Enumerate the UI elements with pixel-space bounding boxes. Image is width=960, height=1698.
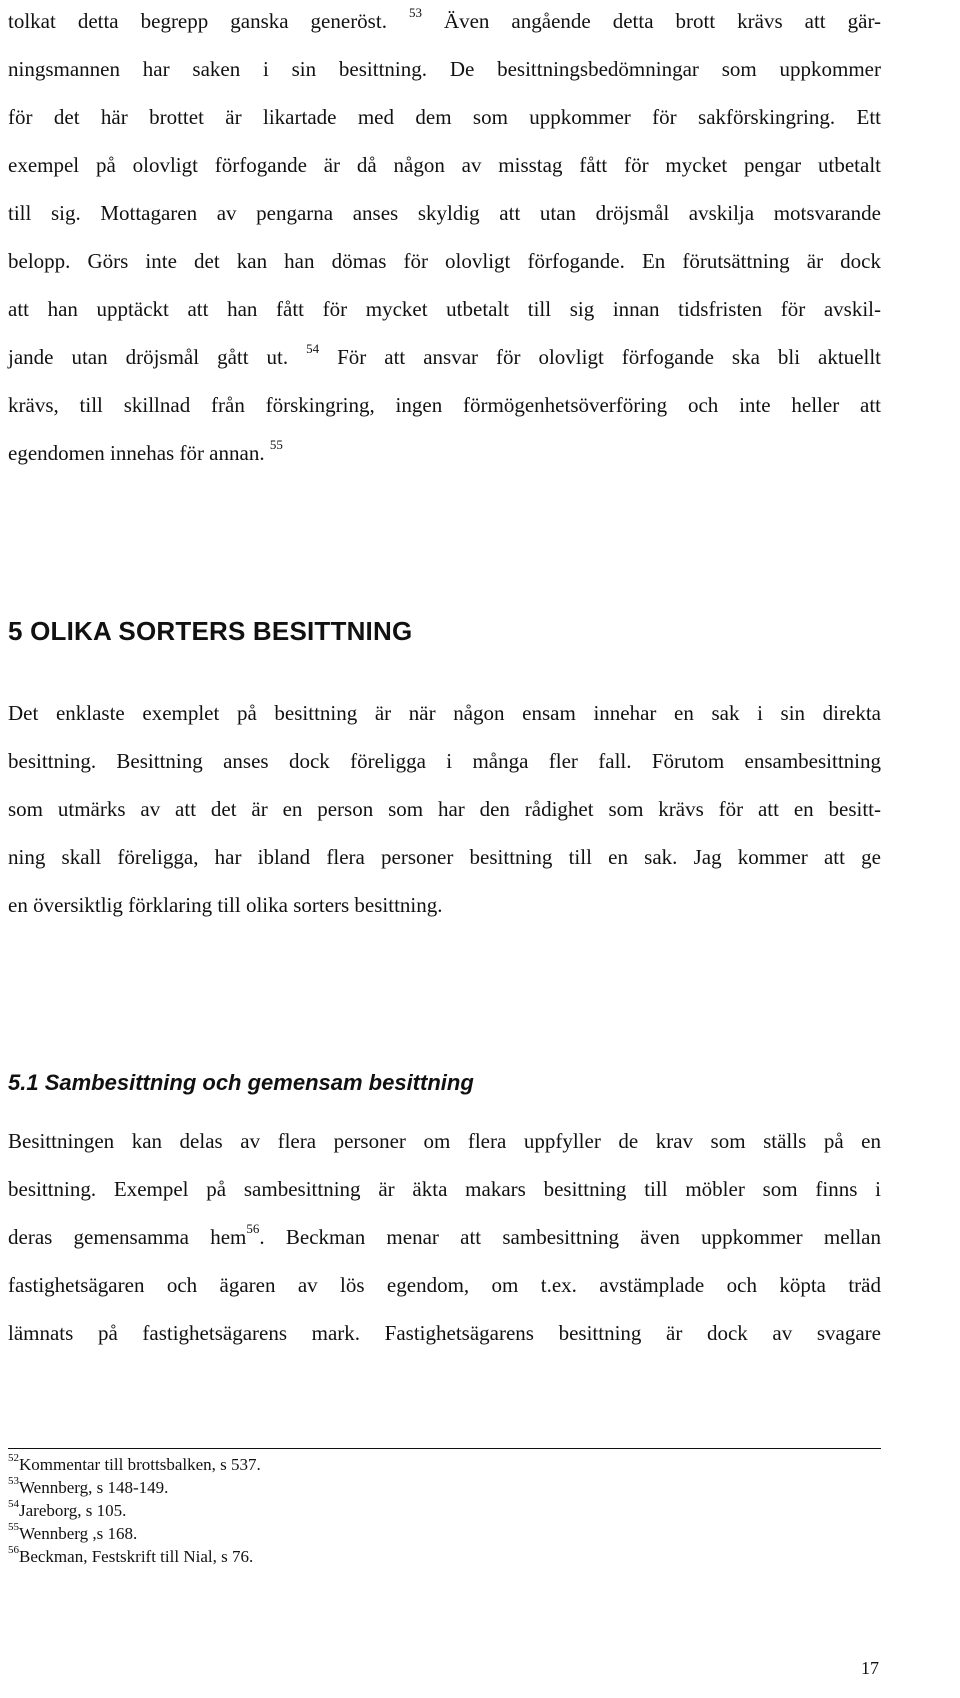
text-line: besittning. Exempel på sambesittning är äkta makars besittning till möbler som finns i xyxy=(8,1177,881,1201)
text-line: Det enklaste exemplet på besittning är när någon ensam innehar en sak i sin direkta xyxy=(8,701,881,725)
text-line: krävs, till skillnad från förskingring, ingen förmögenhetsöverföring och inte heller att xyxy=(8,393,881,417)
text-line: exempel på olovligt förfogande är då någon av misstag fått för mycket pengar utbetalt xyxy=(8,153,881,177)
text-line: att han upptäckt att han fått för mycket utbetalt till sig innan tidsfristen för avskil- xyxy=(8,297,881,321)
footnote-ref[interactable]: 53 xyxy=(408,5,422,20)
text-line: för det här brottet är likartade med dem som uppkommer för sakförskingring. Ett xyxy=(8,105,881,129)
text-line: jande utan dröjsmål gått ut. $^{54}$ För att ansvar för olovligt förfogande ska bli aktuellt xyxy=(8,341,881,369)
page-number: 17 xyxy=(861,1658,879,1678)
text-line: till sig. Mottagaren av pengarna anses skyldig att utan dröjsmål avskilja motsvarande xyxy=(8,201,881,225)
footnote-number: 56 xyxy=(8,1544,19,1557)
footnote-divider xyxy=(8,1448,881,1449)
text-line: belopp. Görs inte det kan han dömas för olovligt förfogande. En förutsättning är dock xyxy=(8,249,881,273)
text-line: egendomen innehas för annan. $^{55}$ xyxy=(8,437,283,465)
text-line: ningsmannen har saken i sin besittning. De besittningsbedömningar som uppkommer xyxy=(8,57,881,81)
footnote-ref[interactable]: 55 xyxy=(269,437,283,452)
footnote-number: 55 xyxy=(8,1521,19,1534)
text-line: tolkat detta begrepp ganska generöst. $^{53}$ Även angående detta brott krävs att gär- xyxy=(8,5,882,33)
text-line: som utmärks av att det är en person som har den rådighet som krävs för att en besitt- xyxy=(8,797,881,821)
section-heading: 5 OLIKA SORTERS BESITTNING xyxy=(8,616,413,646)
footnote-item: $^{53}$Wennberg, s 148-149. xyxy=(8,1475,169,1497)
text-line: ning skall föreligga, har ibland flera personer besittning till en sak. Jag kommer att ge xyxy=(8,845,881,869)
footnote-ref[interactable]: 54 xyxy=(306,341,320,356)
text-line: deras gemensamma hem$^{56}$. Beckman menar att sambesittning även uppkommer mellan xyxy=(8,1221,881,1249)
text-line: lämnats på fastighetsägarens mark. Fastighetsägarens besittning är dock av svagare xyxy=(8,1321,881,1345)
footnote-item: $^{56}$Beckman, Festskrift till Nial, s 76. xyxy=(8,1544,254,1566)
footnote-ref[interactable]: 56 xyxy=(246,1221,260,1236)
text-line: fastighetsägaren och ägaren av lös egendom, om t.ex. avstämplade och köpta träd xyxy=(8,1273,881,1297)
text-line: besittning. Besittning anses dock föreligga i många fler fall. Förutom ensambesittning xyxy=(8,749,881,773)
text-line: en översiktlig förklaring till olika sorters besittning. xyxy=(8,893,443,917)
footnote-number: 54 xyxy=(8,1498,19,1511)
footnote-item: $^{52}$Kommentar till brottsbalken, s 537. xyxy=(8,1452,261,1474)
footnote-number: 52 xyxy=(8,1452,19,1465)
footnote-number: 53 xyxy=(8,1475,19,1488)
subsection-heading: 5.1 Sambesittning och gemensam besittning xyxy=(8,1070,474,1095)
text-line: Besittningen kan delas av flera personer om flera uppfyller de krav som ställs på en xyxy=(8,1129,881,1153)
footnote-item: $^{55}$Wennberg ,s 168. xyxy=(8,1521,138,1543)
footnote-item: $^{54}$Jareborg, s 105. xyxy=(8,1498,127,1520)
